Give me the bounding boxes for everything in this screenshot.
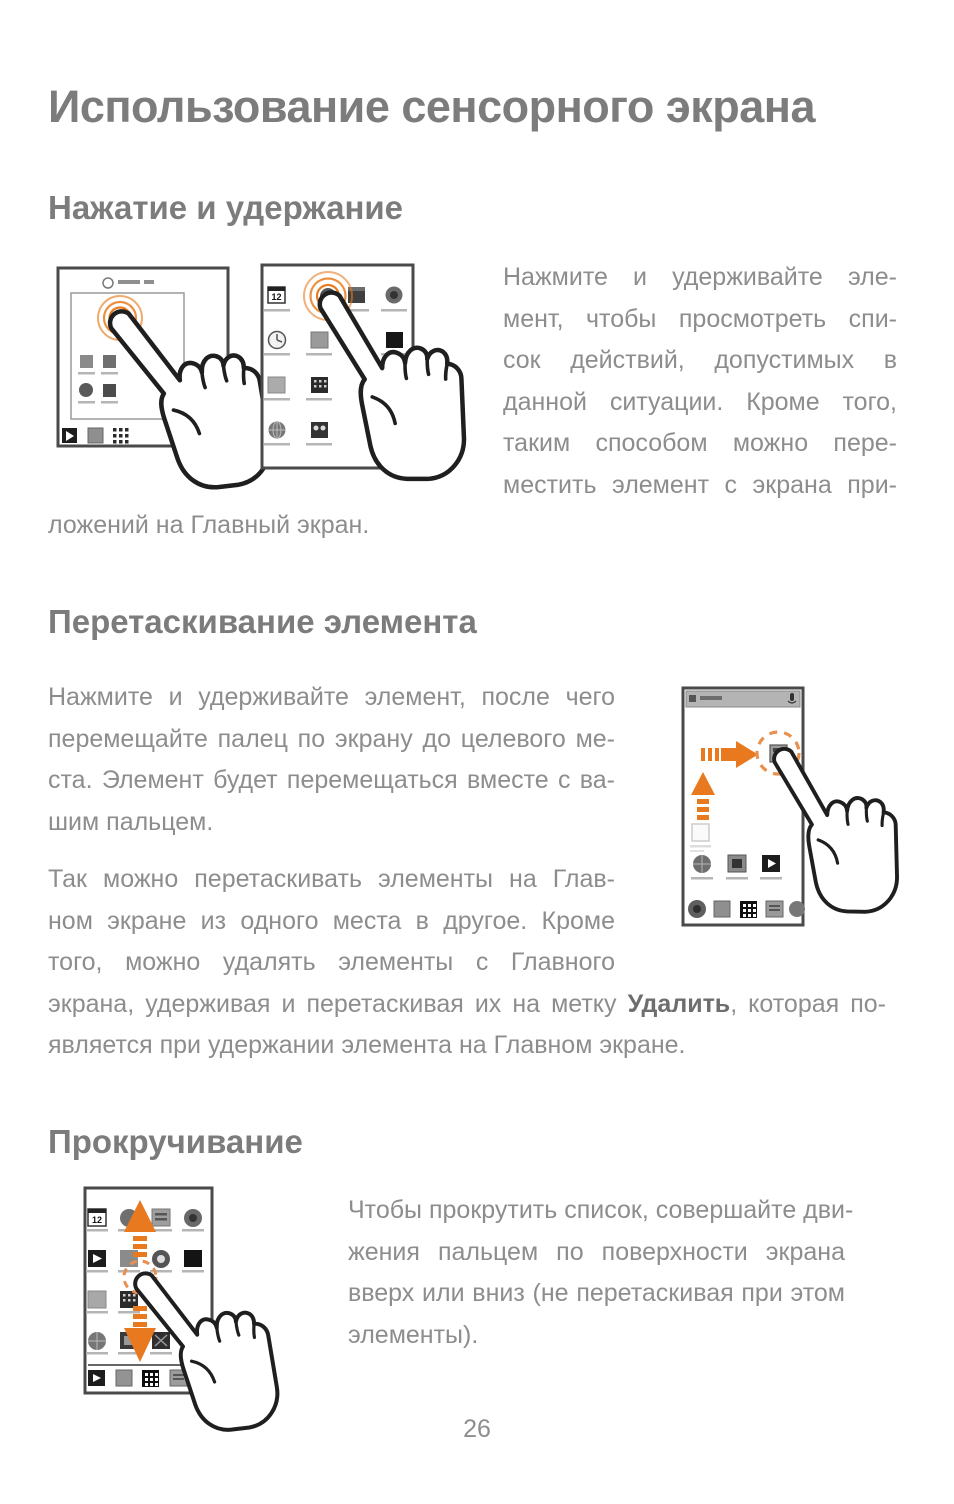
text-line: элементы). (348, 1320, 479, 1349)
clock-icon (269, 332, 286, 349)
app-drawer-icon (142, 1370, 159, 1387)
text-line: мент, чтобы просмотреть спи- (503, 304, 897, 333)
svg-text:12: 12 (271, 292, 282, 302)
contacts-icon (311, 422, 328, 438)
text-line: Чтобы прокрутить список, совершайте дви- (348, 1196, 854, 1224)
section-heading-hold: Нажатие и удержание (48, 189, 404, 226)
section-heading-scroll: Прокручивание (48, 1123, 303, 1160)
page-number: 26 (463, 1415, 491, 1443)
globe-icon (693, 855, 711, 873)
play-icon (88, 1250, 106, 1267)
keypad-icon (311, 377, 328, 393)
calendar-icon (268, 287, 285, 303)
text-line: Так можно перетаскивать элементы на Глав- (48, 865, 615, 893)
globe-icon (88, 1332, 106, 1350)
illustration-tap-hold-grid (256, 254, 471, 510)
phone-frame (683, 688, 803, 925)
illustration-drag (676, 682, 924, 970)
text-line: жения пальцем по поверхности экрана (348, 1237, 845, 1266)
hold-paragraph (503, 257, 897, 506)
svg-text:12: 12 (91, 1215, 103, 1225)
text-segment: , которая по- (730, 989, 886, 1018)
delete-label-bold: Удалить (627, 989, 731, 1018)
search-bar (686, 691, 800, 707)
text-line: перемещайте палец по экрану до целевого ме- (48, 724, 615, 753)
page-title: Использование сенсорного экрана (48, 81, 816, 132)
section-heading-drag: Перетаскивание элемента (48, 603, 477, 640)
drag-paragraph-2 (48, 859, 615, 984)
calendar-icon (88, 1209, 106, 1226)
drag-paragraph-2-wide-line (48, 984, 886, 1026)
globe-icon (269, 422, 286, 439)
hold-paragraph-continuation: ложений на Главный экран. (48, 511, 370, 539)
camera-icon (728, 855, 746, 872)
text-segment: экрана, удерживая и перетаскивая их на метку (48, 989, 628, 1018)
text-line: Нажмите и удерживайте элемент, после чего (48, 683, 615, 711)
text-line: ста. Элемент будет перемещаться вместе с ва- (48, 766, 615, 794)
app-drawer-icon (113, 428, 129, 444)
gear-icon (688, 900, 706, 918)
gear-icon (184, 1209, 202, 1227)
text-line: таким способом можно пере- (503, 429, 897, 457)
text-line: данной ситуации. Кроме того, (503, 387, 897, 416)
play-icon (762, 855, 780, 872)
gear-icon (386, 287, 403, 304)
text-line: ном экране из одного места в другое. Кроме (48, 906, 615, 935)
drag-paragraph-2-last-line: является при удержании элемента на Главном экране. (48, 1031, 686, 1059)
drag-paragraph-1 (48, 677, 615, 843)
text-line: того, можно удалять элементы с Главного (48, 948, 615, 976)
text-line: вверх или вниз (не перетаскивая при этом (348, 1279, 845, 1307)
app-drawer-icon (740, 901, 757, 918)
illustration-scroll (78, 1182, 323, 1437)
text-line: Нажмите и удерживайте эле- (503, 263, 897, 291)
clock-icon (152, 1250, 170, 1268)
text-line: сок действий, допустимых в (503, 346, 897, 374)
scroll-paragraph (348, 1190, 854, 1356)
text-line: местить элемент с экрана при- (503, 470, 897, 499)
text-line: шим пальцем. (48, 807, 214, 836)
